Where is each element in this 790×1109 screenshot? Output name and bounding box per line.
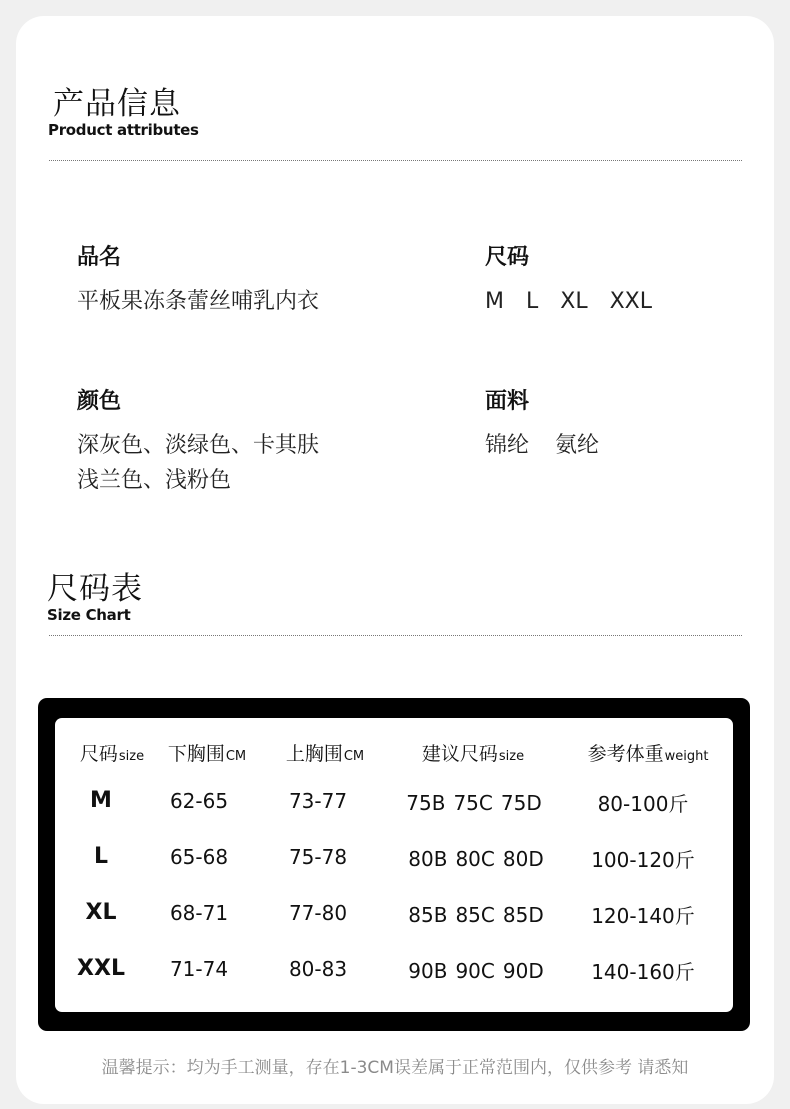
product-name-label: 品名 [77, 245, 122, 270]
cell-overbust: 77-80 [288, 901, 348, 925]
header-underbust: 下胸围CM [167, 743, 247, 765]
cell-weight: 100-120斤 [591, 848, 695, 872]
cell-overbust: 80-83 [288, 957, 348, 981]
product-name-value: 平板果冻条蕾丝哺乳内衣 [77, 289, 320, 314]
size-option: M [485, 289, 504, 314]
cell-size: L [93, 844, 109, 869]
fabric-item: 锦纶 [485, 433, 530, 458]
fabric-list [485, 428, 625, 463]
cell-weight: 140-160斤 [591, 960, 695, 984]
cell-weight: 120-140斤 [591, 904, 695, 928]
cell-size: XXL [77, 956, 125, 981]
divider [49, 635, 742, 636]
product-info-subtitle: Product attributes [48, 121, 199, 139]
size-list [485, 284, 674, 319]
cell-bra-size: 90B 90C 90D [408, 959, 544, 983]
color-value [77, 428, 319, 498]
size-chart-subtitle: Size Chart [47, 606, 131, 624]
header-bra-size: 建议尺码size [421, 743, 525, 765]
cell-underbust: 68-71 [169, 901, 229, 925]
color-line: 浅兰色、浅粉色 [77, 468, 232, 493]
cell-overbust: 73-77 [288, 789, 348, 813]
cell-size: M [90, 788, 112, 813]
color-label: 颜色 [77, 389, 122, 414]
cell-underbust: 71-74 [169, 957, 229, 981]
product-info-title: 产品信息 [53, 86, 181, 122]
size-option: L [525, 289, 539, 314]
cell-bra-size: 85B 85C 85D [408, 903, 544, 927]
size-option: XL [560, 289, 588, 314]
measurement-note: 温馨提示：均为手工测量，存在1-3CM误差属于正常范围内，仅供参考 请悉知 [101, 1058, 689, 1078]
divider [49, 160, 742, 161]
cell-underbust: 62-65 [169, 789, 229, 813]
color-line: 深灰色、淡绿色、卡其肤 [77, 433, 320, 458]
cell-bra-size: 80B 80C 80D [408, 847, 544, 871]
size-chart-title: 尺码表 [47, 571, 143, 607]
cell-underbust: 65-68 [169, 845, 229, 869]
cell-weight: 80-100斤 [597, 792, 689, 816]
header-overbust: 上胸围CM [285, 743, 365, 765]
header-size: 尺码size [79, 743, 145, 765]
cell-bra-size: 75B 75C 75D [406, 791, 542, 815]
cell-size: XL [85, 900, 117, 925]
size-label: 尺码 [485, 245, 530, 270]
size-option: XXL [609, 289, 652, 314]
header-weight: 参考体重weight [587, 743, 709, 765]
fabric-label: 面料 [485, 389, 530, 414]
fabric-item: 氨纶 [555, 433, 600, 458]
cell-overbust: 75-78 [288, 845, 348, 869]
